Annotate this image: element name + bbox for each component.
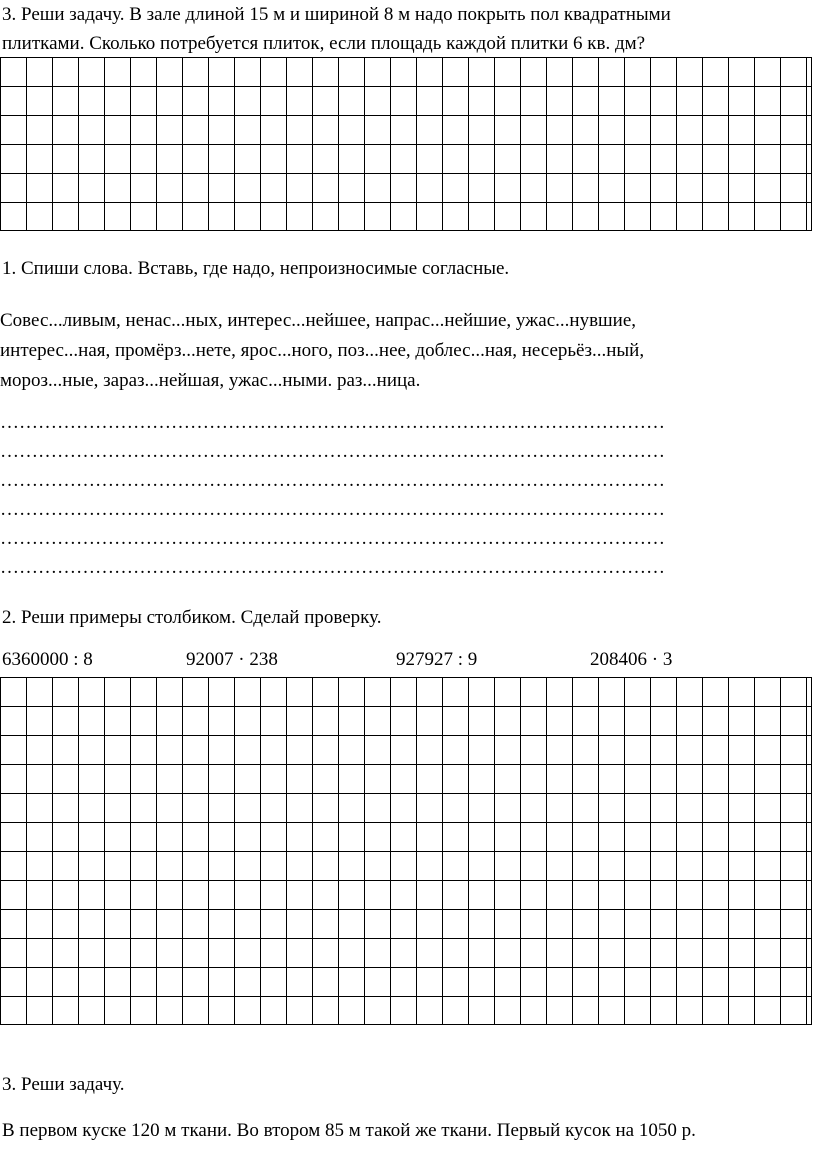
task-column-heading: 2. Реши примеры столбиком. Сделай проверку. <box>2 607 382 628</box>
answer-dotted-line-1[interactable]: …………………………………………………………………………………………… <box>0 412 665 433</box>
task-words-heading: 1. Спиши слова. Вставь, где надо, непроизносимые согласные. <box>2 258 510 279</box>
answer-dotted-line-3[interactable]: …………………………………………………………………………………………… <box>0 470 665 491</box>
task-tiles-line2: плитками. Сколько потребуется плиток, если площадь каждой плитки 6 кв. дм? <box>2 33 646 54</box>
example-1: 6360000 : 8 <box>2 649 93 670</box>
answer-dotted-line-2[interactable]: …………………………………………………………………………………………… <box>0 441 665 462</box>
task-fabric-line1: В первом куске 120 м ткани. Во втором 85 м такой же ткани. Первый кусок на 1050 р. <box>2 1120 696 1141</box>
answer-dotted-line-6[interactable]: …………………………………………………………………………………………… <box>0 557 665 578</box>
example-3: 927927 : 9 <box>396 649 478 670</box>
answer-dotted-line-5[interactable]: …………………………………………………………………………………………… <box>0 528 665 549</box>
answer-dotted-line-4[interactable]: …………………………………………………………………………………………… <box>0 499 665 520</box>
task-words-line1: Совес...ливым, ненас...ных, интерес...нейшее, напрас...нейшие, ужас...нувшие, <box>0 310 637 331</box>
task-fabric-heading: 3. Реши задачу. <box>2 1074 125 1095</box>
answer-grid-tiles[interactable] <box>0 57 812 231</box>
task-words-line3: мороз...ные, зараз...нейшая, ужас...ными. раз...ница. <box>0 370 421 391</box>
task-words-line2: интерес...ная, промёрз...нете, ярос...ного, поз...нее, доблес...ная, несерьёз...ный, <box>0 340 645 361</box>
task-tiles-line1: 3. Реши задачу. В зале длиной 15 м и шириной 8 м надо покрыть пол квадратными <box>2 4 671 25</box>
example-4: 208406 · 3 <box>590 649 673 670</box>
answer-grid-column[interactable] <box>0 677 812 1025</box>
example-2: 92007 · 238 <box>186 649 278 670</box>
